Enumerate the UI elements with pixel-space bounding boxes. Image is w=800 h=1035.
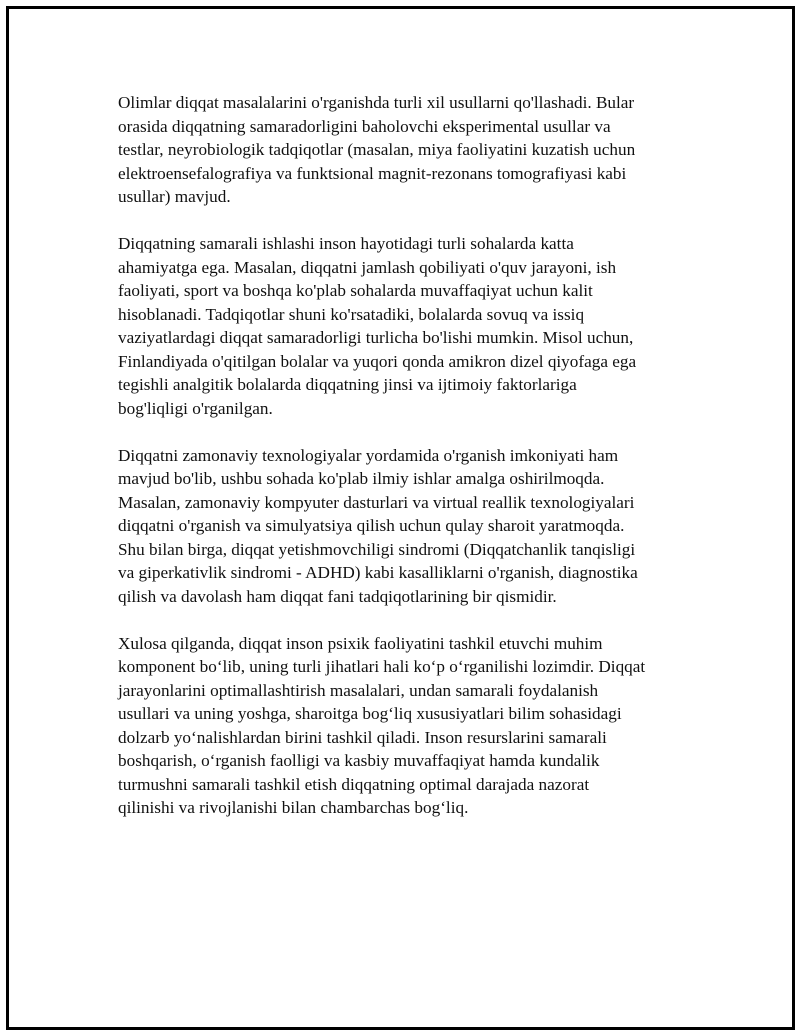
paragraph-attention-importance: Diqqatning samarali ishlashi inson hayotidagi turli sohalarda katta ahamiyatga ega. Masalan, diqqatni jamlash qobiliyati o'quv jarayoni, ish faoliyati, sport va boshqa ko'plab sohalarda muvaffaqiyat uchun kalit hisoblanadi. Tadqiqotlar shuni ko'rsatadiki, bolalarda sovuq va issiq vaziyatlardagi diqqat samaradorligi turlicha bo'lishi mumkin. Misol uchun, Finlandiyada o'qitilgan bolalar va yuqori qonda amikron dizel qiyofaga ega tegishli analgitik bolalarda diqqatning jinsi va ijtimoiy faktorlariga bog'liqligi o'rganilgan. xyxy=(118,234,637,418)
paragraph-research-methods: Olimlar diqqat masalalarini o'rganishda turli xil usullarni qo'llashadi. Bular orasida diqqatning samaradorligini baholovchi eksperimental usullar va testlar, neyrobiologik tadqiqotlar (masalan, miya faoliyatini kuzatish uchun elektroensefalografiya va funktsional magnit-rezonans tomografiyasi kabi usullar) mavjud. xyxy=(118,93,636,206)
paragraph-conclusion: Xulosa qilganda, diqqat inson psixik faoliyatini tashkil etuvchi muhim komponent bo‘lib, uning turli jihatlari hali ko‘p o‘rganilishi lozimdir. Diqqat jarayonlarini optimallashtirish masalalari, undan samarali foydalanish usullari va uning yoshga, sharoitga bog‘liq xususiyatlari bilim sohasidagi dolzarb yo‘nalishlardan birini tashkil qiladi. Inson resurslarini samarali boshqarish, o‘rganish faolligi va kasbiy muvaffaqiyat hamda kundalik turmushni samarali tashkil etish diqqatning optimal darajada nazorat qilinishi va rivojlanishi bilan chambarchas bog‘liq. xyxy=(118,633,646,817)
document-body xyxy=(118,91,688,843)
paragraph-modern-technologies: Diqqatni zamonaviy texnologiyalar yordamida o'rganish imkoniyati ham mavjud bo'lib, ushbu sohada ko'plab ilmiy ishlar amalga oshirilmoqda. Masalan, zamonaviy kompyuter dasturlari va virtual reallik texnologiyalari diqqatni o'rganish va simulyatsiya qilish uchun qulay sharoit yaratmoqda. Shu bilan birga, diqqat yetishmovchiligi sindromi (Diqqatchanlik tanqisligi va giperkativlik sindromi - ADHD) kabi kasalliklarni o'rganish, diagnostika qilish va davolash ham diqqat fani tadqiqotlarining bir qismidir. xyxy=(118,445,638,606)
